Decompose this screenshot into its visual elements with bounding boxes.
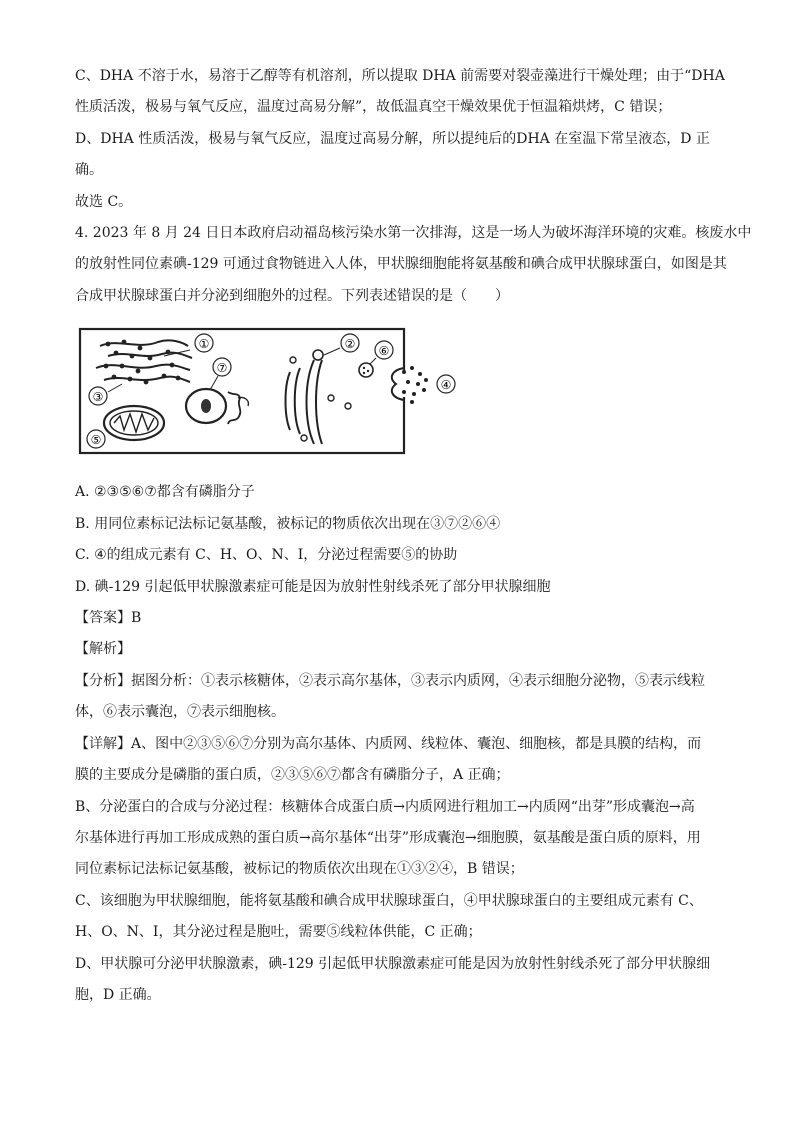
golgi-vesicle bbox=[313, 350, 323, 360]
detail-line-1: 【详解】A、图中②③⑤⑥⑦分别为高尔基体、内质网、线粒体、囊泡、细胞核，都是具膜的结构，而 bbox=[75, 736, 702, 752]
prev-answer-d-line-1: D、DHA 性质活泼，极易与氧气反应，温度过高易分解，所以提纯后的DHA 在室温下常呈液态，D 正 bbox=[75, 131, 710, 147]
label-1: ① bbox=[198, 337, 210, 351]
label-4: ④ bbox=[440, 378, 452, 392]
prev-answer-c-line-2: 性质活泼，极易与氧气反应，温度过高易分解”，故低温真空干燥效果优于恒温箱烘烤，C 错误； bbox=[75, 99, 672, 115]
nucleus bbox=[186, 389, 248, 424]
detail-line-5: 同位素标记法标记氨基酸，被标记的物质依次出现在①③②④，B 错误； bbox=[75, 861, 524, 877]
analysis-line-1: 【分析】据图分析：①表示核糖体，②表示高尔基体，③表示内质网，④表示细胞分泌物，⑤表示线粒 bbox=[75, 673, 705, 689]
analysis-line-2: 体，⑥表示囊泡，⑦表示细胞核。 bbox=[75, 704, 285, 720]
golgi-apparatus bbox=[286, 360, 323, 444]
label-2: ② bbox=[344, 337, 356, 351]
answer-label: 【答案】B bbox=[75, 610, 142, 626]
prev-answer-c-line-1: C、DHA 不溶于水，易溶于乙醇等有机溶剂，所以提取 DHA 前需要对裂壶藻进行干燥处理；由于“DHA bbox=[75, 68, 725, 84]
option-d: D. 碘-129 引起低甲状腺激素症可能是因为放射性射线杀死了部分甲状腺细胞 bbox=[75, 579, 551, 595]
option-a: A. ②③⑤⑥⑦都含有磷脂分子 bbox=[75, 484, 255, 500]
detail-line-9: 胞，D 正确。 bbox=[75, 987, 161, 1003]
label-7: ⑦ bbox=[216, 361, 228, 375]
label-3: ③ bbox=[92, 390, 104, 404]
question-stem-line-2: 的放射性同位素碘-129 可通过食物链进入人体，甲状腺细胞能将氨基酸和碘合成甲状腺球蛋白，如图是其 bbox=[75, 256, 727, 272]
secretory-vesicle bbox=[359, 363, 373, 377]
detail-line-7: H、O、N、I，其分泌过程是胞吐，需要⑤线粒体供能，C 正确； bbox=[75, 924, 482, 940]
question-stem-line-1: 4. 2023 年 8 月 24 日日本政府启动福岛核污染水第一次排海，这是一场人为破坏海洋环境的灾难。核废水中 bbox=[75, 225, 752, 241]
detail-line-6: C、该细胞为甲状腺细胞，能将氨基酸和碘合成甲状腺球蛋白，④甲状腺球蛋白的主要组成元素有 C、 bbox=[75, 893, 703, 909]
label-6: ⑥ bbox=[378, 344, 390, 358]
prev-answer-d-line-2: 确。 bbox=[75, 162, 103, 178]
option-b: B. 用同位素标记法标记氨基酸，被标记的物质依次出现在③⑦②⑥④ bbox=[75, 516, 501, 532]
mitochondrion bbox=[104, 406, 164, 440]
cell-secretion-figure bbox=[78, 326, 408, 458]
option-c: C. ④的组成元素有 C、H、O、N、I，分泌过程需要⑤的协助 bbox=[75, 547, 458, 563]
detail-line-2: 膜的主要成分是磷脂的蛋白质，②③⑤⑥⑦都含有磷脂分子，A 正确； bbox=[75, 767, 510, 783]
cell-diagram bbox=[78, 326, 408, 458]
question-stem-line-3: 合成甲状腺球蛋白并分泌到细胞外的过程。下列表述错误的是（ ） bbox=[75, 288, 509, 304]
detail-line-3: B、分泌蛋白的合成与分泌过程：核糖体合成蛋白质→内质网进行粗加工→内质网“出芽”形成囊泡→高 bbox=[75, 799, 695, 815]
label-5: ⑤ bbox=[90, 433, 102, 447]
detail-line-4: 尔基体进行再加工形成成熟的蛋白质→高尔基体“出芽”形成囊泡→细胞膜，氨基酸是蛋白质的原料，用 bbox=[75, 830, 701, 846]
secreted-protein-dots bbox=[396, 362, 460, 406]
prev-answer-choice: 故选 C。 bbox=[75, 194, 133, 210]
ribosomes bbox=[104, 340, 181, 385]
analysis-title: 【解析】 bbox=[75, 641, 131, 657]
detail-line-8: D、甲状腺可分泌甲状腺激素，碘-129 引起低甲状腺激素症可能是因为放射性射线杀死了部分甲状腺细 bbox=[75, 956, 711, 972]
